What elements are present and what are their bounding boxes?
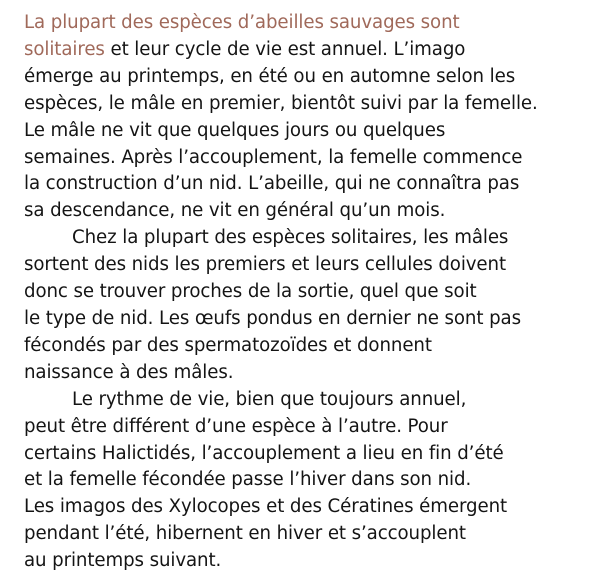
lead-phrase-end: solitaires xyxy=(24,38,105,60)
text-line: naissance à des mâles. xyxy=(24,361,234,383)
paragraph-1 xyxy=(24,10,596,225)
text-line: sa descendance, ne vit en général qu’un mois. xyxy=(24,200,446,222)
lead-phrase: La plupart des espèces d’abeilles sauvages sont xyxy=(24,12,460,33)
text-line: émerge au printemps, en été ou en automne selon les xyxy=(24,65,516,87)
text-line: pendant l’été, hibernent en hiver et s’accouplent xyxy=(24,523,466,545)
text-line: espèces, le mâle en premier, bientôt suivi par la femelle. xyxy=(24,92,538,114)
text-span: et leur cycle de vie est annuel. L’imago xyxy=(104,38,466,60)
text-line: semaines. Après l’accouplement, la femelle commence xyxy=(24,146,523,168)
text-line xyxy=(24,10,596,37)
text-line: peut être différent d’une espèce à l’autre. Pour xyxy=(24,415,448,437)
text-line xyxy=(24,37,596,64)
text-line-indented: Chez la plupart des espèces solitaires, les mâles xyxy=(72,227,509,249)
paragraph-3 xyxy=(24,387,596,575)
text-line: donc se trouver proches de la sortie, quel que soit xyxy=(24,281,477,303)
text-line: Les imagos des Xylocopes et des Cératines émergent xyxy=(24,496,508,518)
paragraph-2 xyxy=(24,225,596,386)
text-line: certains Halictidés, l’accouplement a lieu en fin d’été xyxy=(24,442,504,464)
document-body xyxy=(24,10,596,575)
text-line: Le mâle ne vit que quelques jours ou quelques xyxy=(24,119,446,141)
text-line: fécondés par des spermatozoïdes et donnent xyxy=(24,334,432,356)
text-line: la construction d’un nid. L’abeille, qui ne connaîtra pas xyxy=(24,173,520,195)
text-line: sortent des nids les premiers et leurs cellules doivent xyxy=(24,254,506,276)
text-line: au printemps suivant. xyxy=(24,550,222,572)
text-line: et la femelle fécondée passe l’hiver dans son nid. xyxy=(24,469,472,491)
text-line-indented: Le rythme de vie, bien que toujours annuel, xyxy=(72,388,467,410)
text-line: le type de nid. Les œufs pondus en dernier ne sont pas xyxy=(24,307,521,329)
